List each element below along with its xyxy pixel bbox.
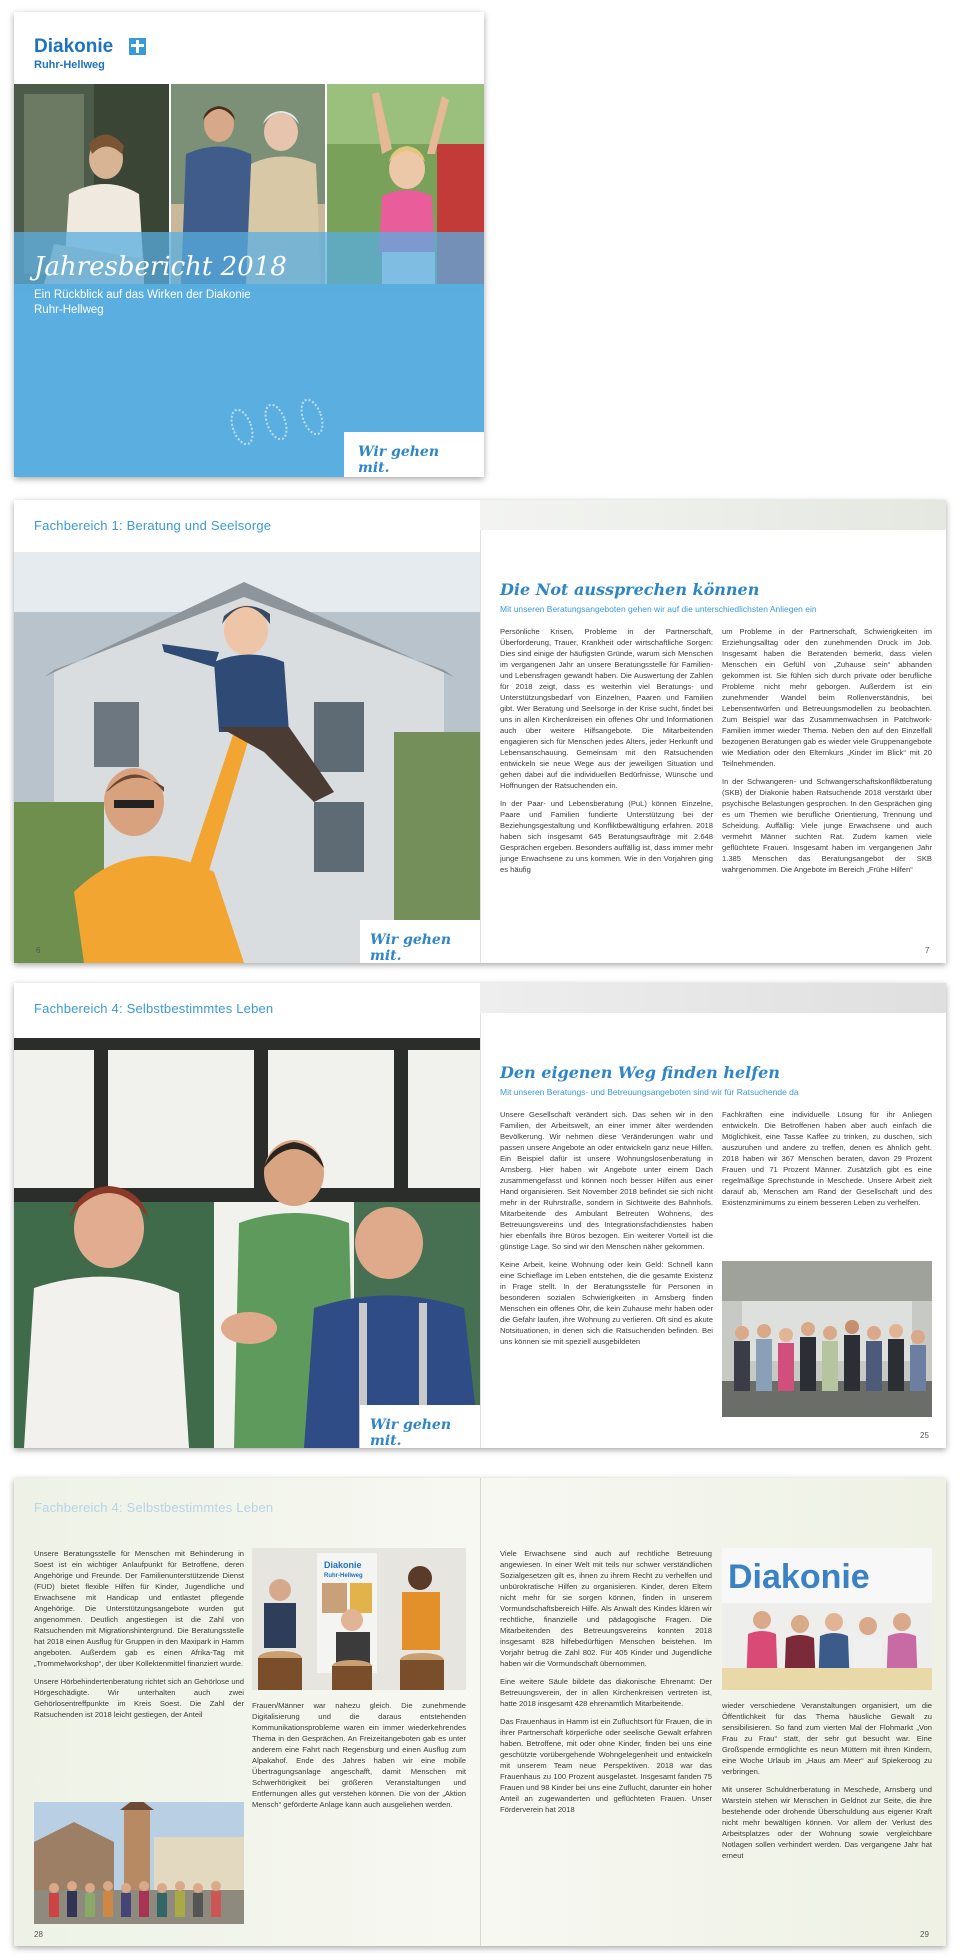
- paragraph: Unsere Gesellschaft verändert sich. Das sehen wir in den Familien, der Arbeitswelt, an einer immer älter werdenden Bevölkerung. Wir nehmen diese Veränderungen wahr und passen unsere Angebote an oder entwickeln ganz neue Hilfen. Ein Beispiel dafür ist unsere Wohnungslosenberatung in Arnsberg. Hier haben wir Angebote unter einem Dach zusammengefasst und können noch besser Hilfen aus einer Hand organisieren. Seit November 2018 befindet sie sich nicht mehr in der Ruhrstraße, sondern in Sichtweite des Bahnhofs. Mitarbeitende des Ambulant Betreuten Wohnens, des Betreuungsvereins und des Integrationsfachdienstes haben hier ebenfalls ihre Büros bezogen. Ein weiterer Vorteil ist die günstige Lage. So sind wir den Menschen näher gekommen.: [500, 1110, 713, 1251]
- paragraph: Keine Arbeit, keine Wohnung oder kein Geld: Schnell kann eine Schieflage im Leben entstehen, die die gesamte Existenz in Frage stellt. In der Beratungsstelle für Personen in besonderen sozialen Schwierigkeiten in Arnsberg finden Menschen ein offenes Ohr, die kein Zuhause mehr haben oder die Gefahr laufen, ihre Wohnung zu verlieren. Oft sind es akute Notsituationen, in denen sich die Ratsuchenden befinden. Bei uns können sie mit speziell ausgebildeten: [500, 1260, 713, 1346]
- article-subtitle: Mit unseren Beratungs- und Betreuungsangeboten sind wir für Ratsuchende da: [500, 1087, 799, 1097]
- paragraph: In der Schwangeren- und Schwangerschaftskonfliktberatung (SKB) der Diakonie haben Ratsuchende 2018 verstärkt über psychische Belastungen gesprochen. In den Gesprächen ging es um Themen wie berufliche Orientierung, Trennung und Scheidung. Auffällig: Viele junge Erwachsene und auch vermehrt Männer suchten Rat. Zudem kamen viele geflüchtete Frauen. Insgesamt haben im vergangenen Jahr 1.385 Menschen das Beratungsangebot der SKB wahrgenommen. Die Angebote im Bereich „Frühe Hilfen“: [722, 777, 932, 874]
- paragraph: Persönliche Krisen, Probleme in der Partnerschaft, Überforderung, Trauer, Krankheit oder wirtschaftliche Sorgen: Dies sind einige der häufigsten Gründe, warum sich Menschen im vergangenen Jahr an unsere Beratungsstelle für Familien- und Lebensfragen gewandt haben. Die Auswertung der Zahlen für 2018 zeigt, dass es weiterhin viel Beratungs- und Unterstützungsbedarf von Einzelnen, Paaren und Familien gibt. Wer Beratung und Seelsorge in der Krise sucht, findet bei uns in allen Kirchenkreisen ein offenes Ohr und Informationen auch über weitere Hilfsangebote. Die Mitarbeitenden engagieren sich für Menschen jedes Alters, jeder Herkunft und Lebensanschauung. Gemeinsam mit den Ratsuchenden entwickeln sie neue Wege aus der jeweiligen Situation und gehen dabei auf die individuellen Bedürfnisse, Wünsche und Hoffnungen der Ratsuchenden ein.: [500, 627, 713, 790]
- cover-subtitle: Ein Rückblick auf das Wirken der Diakonie Ruhr-Hellweg: [34, 289, 251, 316]
- header-photo-strip: [480, 983, 946, 1013]
- text-column-2: [252, 1700, 466, 1817]
- tagline-badge: Wir gehen mit.: [360, 1405, 480, 1448]
- section-title: Fachbereich 1: Beratung und Seelsorge: [34, 518, 272, 533]
- photo-sign-subtext: Ruhr-Hellweg: [324, 1573, 363, 1579]
- page-number-right: 7: [925, 946, 930, 955]
- paragraph: In der Paar- und Lebensberatung (PuL) können Einzelne, Paare und Familien fundierte Unterstützung bei der Beziehungsgestaltung und Konfliktbewältigung erfahren. 2018 haben sich insgesamt 645 Beratungsaufträge mit 2.648 Gesprächen ergeben. Besonders auffällig ist, dass immer mehr junge Erwachsene zu uns kommen. Wie in den Vorjahren ging es häufig: [500, 799, 713, 874]
- header-photo-strip: [480, 500, 946, 530]
- photo-sign-text: Diakonie: [324, 1560, 362, 1570]
- photo-father-lifting-child: [14, 552, 480, 963]
- page-number-right: 25: [920, 1431, 929, 1440]
- spread-selbstbestimmtes-leben: [14, 983, 946, 1448]
- text-column-1: [34, 1548, 244, 1727]
- text-column-1: [500, 626, 713, 882]
- paragraph: wieder verschiedene Veranstaltungen organisiert, um die Öffentlichkeit für das Thema häusliche Gewalt zu sensibilisieren. So fand zum vierten Mal der Flohmarkt „Von Frau zu Frau“ statt, der sehr gut besucht war. Eine Großspende ermöglichte es neun Müttern mit ihren Kindern, eine Woche Urlaub im „Haus am Meer“ auf Spiekeroog zu verbringen.: [722, 1701, 932, 1776]
- cover-tagline: Wir gehen mit.: [344, 432, 484, 477]
- page-right-29: [480, 1478, 946, 1946]
- paragraph: Viele Erwachsene sind auch auf rechtliche Betreuung angewiesen. In einer Welt mit teils nur schwer verständlichen Sozialgesetzen gilt es, ihnen zu ihrem Recht zu verhelfen und unbürokratische Hilfen zu organisieren. Kinder, deren Eltern nicht mehr für sie sorgen können, finden in unserem Vormundschaftsbereich Hilfe. Als Anwalt des Kindes klären wir rechtliche, finanzielle und pädagogische Fragen. Die Mitarbeitenden des Betreuungsvereins konnten 2018 insgesamt 828 hilfebedürftigen Menschen beistehen. Im Vorjahr betrug die Zahl 802. Für 405 Kinder und Jugendliche haben wir die Vormundschaft übernommen.: [500, 1549, 712, 1668]
- paragraph: Frauen/Männer war nahezu gleich. Die zunehmende Digitalisierung und die daraus entstehenden Kommunikationsprobleme waren ein immer wiederkehrendes Thema in den Gesprächen. An Freizeitangeboten gab es unter anderem eine Fahrt nach Regensburg und einen Ausflug zum Alpakahof. Ende des Jahres haben wir eine mobile Übertragungsanlage angeschafft, damit Menschen mit Schwerhörigkeit bei größeren Veranstaltungen und Entfernungen alles gut verstehen können. Die von der „Aktion Mensch“ geförderte Anlage kann auch ausgeliehen werden.: [252, 1701, 466, 1809]
- photo-diakonie-volunteers: [722, 1548, 932, 1690]
- article-title: Den eigenen Weg finden helfen: [500, 1063, 780, 1082]
- text-column-4: [722, 1700, 932, 1868]
- page-number-left: 28: [34, 1930, 43, 1939]
- photo-group-handshake: [14, 1038, 480, 1448]
- spread-selbstbestimmtes-leben-2: [14, 1478, 946, 1946]
- spread-beratung-seelsorge: [14, 500, 946, 963]
- paragraph: Fachkräften eine individuelle Lösung für ihr Anliegen entwickeln. Die Betroffenen haben aber auch einfach die Möglichkeit, eine Tasse Kaffee zu trinken, zu duschen, sich auszuruhen und andere zu treffen, denen es ähnlich geht. 2018 haben wir 367 Menschen beraten, davon 29 Prozent Frauen und 71 Prozent Männer. Zusätzlich gibt es eine regelmäßige Sprechstunde in Meschede. Unsere Arbeit zielt darauf ab, Menschen am Rand der Gesellschaft und des Existenzminimums zu einem besseren Leben zu verhelfen.: [722, 1110, 932, 1207]
- text-column-2: [722, 1109, 932, 1215]
- page-left-24: [14, 983, 480, 1448]
- cover-title: Jahresbericht 2018: [34, 252, 287, 282]
- text-column-2: [722, 626, 932, 882]
- cover-logo-subtitle: Ruhr-Hellweg: [34, 59, 105, 71]
- page-number-right: 29: [920, 1930, 929, 1939]
- paragraph: um Probleme in der Partnerschaft, Schwierigkeiten im Erziehungsalltag oder den zunehmenden Druck im Job. Insgesamt haben die Beratenden bemerkt, dass vielen Menschen ein Gefühl von „Zuhause sein“ abhanden gekommen ist. Sie fühlen sich durch private oder berufliche Probleme nicht mehr geborgen. Außerdem ist ein zunehmender Wandel beim Rollenverständnis, bei Lebensentwürfen und Betreuungsmodellen zu beobachten. Zum Beispiel war das Zusammenwachsen in Patchwork-Familien immer wieder Thema. Neben den auf den Einzelfall bezogenen Beratungen gab es wieder viele Gruppenangebote wie Mediation oder den Elternkurs „Kinder im Blick“ mit 20 Teilnehmenden.: [722, 627, 932, 768]
- photo-drum-workshop: [252, 1548, 466, 1690]
- paragraph: Unsere Hörbehindertenberatung richtet sich an Gehörlose und Hörgeschädigte. Wir unterhalten auch zwei Gehörlosentreffpunkte im Kreis Soest. Die Zahl der Ratsuchenden ist 2018 leicht gestiegen, der Anteil: [34, 1677, 244, 1719]
- paragraph: Eine weitere Säule bildete das diakonische Ehrenamt: Der Betreuungsverein, der in allen Kirchenkreisen vertreten ist, hatte 2018 insgesamt 428 ehrenamtlich Mitarbeitende.: [500, 1677, 712, 1708]
- footprints-icon: [224, 392, 334, 452]
- page-right-25: [480, 983, 946, 1448]
- page-left-28: [14, 1478, 480, 1946]
- page-left-6: [14, 500, 480, 963]
- cover-logo-wordmark: Diakonie: [34, 36, 114, 57]
- paragraph: Unsere Beratungsstelle für Menschen mit Behinderung in Soest ist ein wichtiger Anlaufpunkt für Betroffene, deren Angehörige und Freunde. Der Familienunterstützende Dienst (FUD) bietet flexible Hilfen für Kinder, Jugendliche und Erwachsene mit Handicap und entlastet pflegende Angehörige. Die Unterstützungsangebote wurden gut angenommen. Deutlich angestiegen ist die Zahl von Ratsuchenden mit Migrationshintergrund. Die Beratungsstelle hat 2018 einen Ausflug für Gruppen in den Maxipark in Hamm angeboten. Außerdem gab es einen Afrika-Tag mit „Trommelworkshop“, der über Kollektenmittel finanziert wurde.: [34, 1549, 244, 1668]
- tagline-badge: Wir gehen mit.: [360, 920, 480, 963]
- page-number-left: 6: [36, 946, 41, 955]
- photo-sign-text: Diakonie: [728, 1558, 870, 1596]
- paragraph: Das Frauenhaus in Hamm ist ein Zufluchtsort für Frauen, die in ihrer Partnerschaft körperliche oder seelische Gewalt erfahren haben. Betroffene, mit oder ohne Kinder, finden bei uns eine geschützte vorübergehende Wohngelegenheit und entwickeln mit unserem Team neue Perspektiven. 2018 war das Frauenhaus zu 100 Prozent ausgelastet. Insgesamt fanden 75 Frauen und 98 Kinder bei uns eine Zuflucht, darunter ein hoher Anteil an zugewanderten und geflüchteten Frauen. Unser Förderverein hat 2018: [500, 1717, 712, 1814]
- article-subtitle: Mit unseren Beratungsangeboten gehen wir auf die unterschiedlichsten Anliegen ein: [500, 604, 817, 614]
- section-title: Fachbereich 4: Selbstbestimmtes Leben: [34, 1001, 274, 1016]
- photo-team-group: [722, 1261, 932, 1417]
- text-column-1: [500, 1109, 713, 1354]
- article-title: Die Not aussprechen können: [500, 580, 760, 599]
- paragraph: Mit unserer Schuldnerberatung in Meschede, Arnsberg und Warstein stehen wir Menschen in Geldnot zur Seite, die ihre bestehende oder drohende Überschuldung aus eigener Kraft nicht mehr bewältigen können. Vor allem der Verlust des Arbeitsplatzes oder der Wohnung sowie vergleichbare Notlagen sollen verhindert werden. Das vergangene Jahr hat erneut: [722, 1785, 932, 1860]
- photo-group-regensburg: [34, 1802, 244, 1924]
- diakonie-cross-icon: [129, 38, 146, 55]
- page-right-7: [480, 500, 946, 963]
- cover-page: [14, 12, 484, 477]
- text-column-3: [500, 1548, 712, 1822]
- section-title: Fachbereich 4: Selbstbestimmtes Leben: [34, 1500, 274, 1515]
